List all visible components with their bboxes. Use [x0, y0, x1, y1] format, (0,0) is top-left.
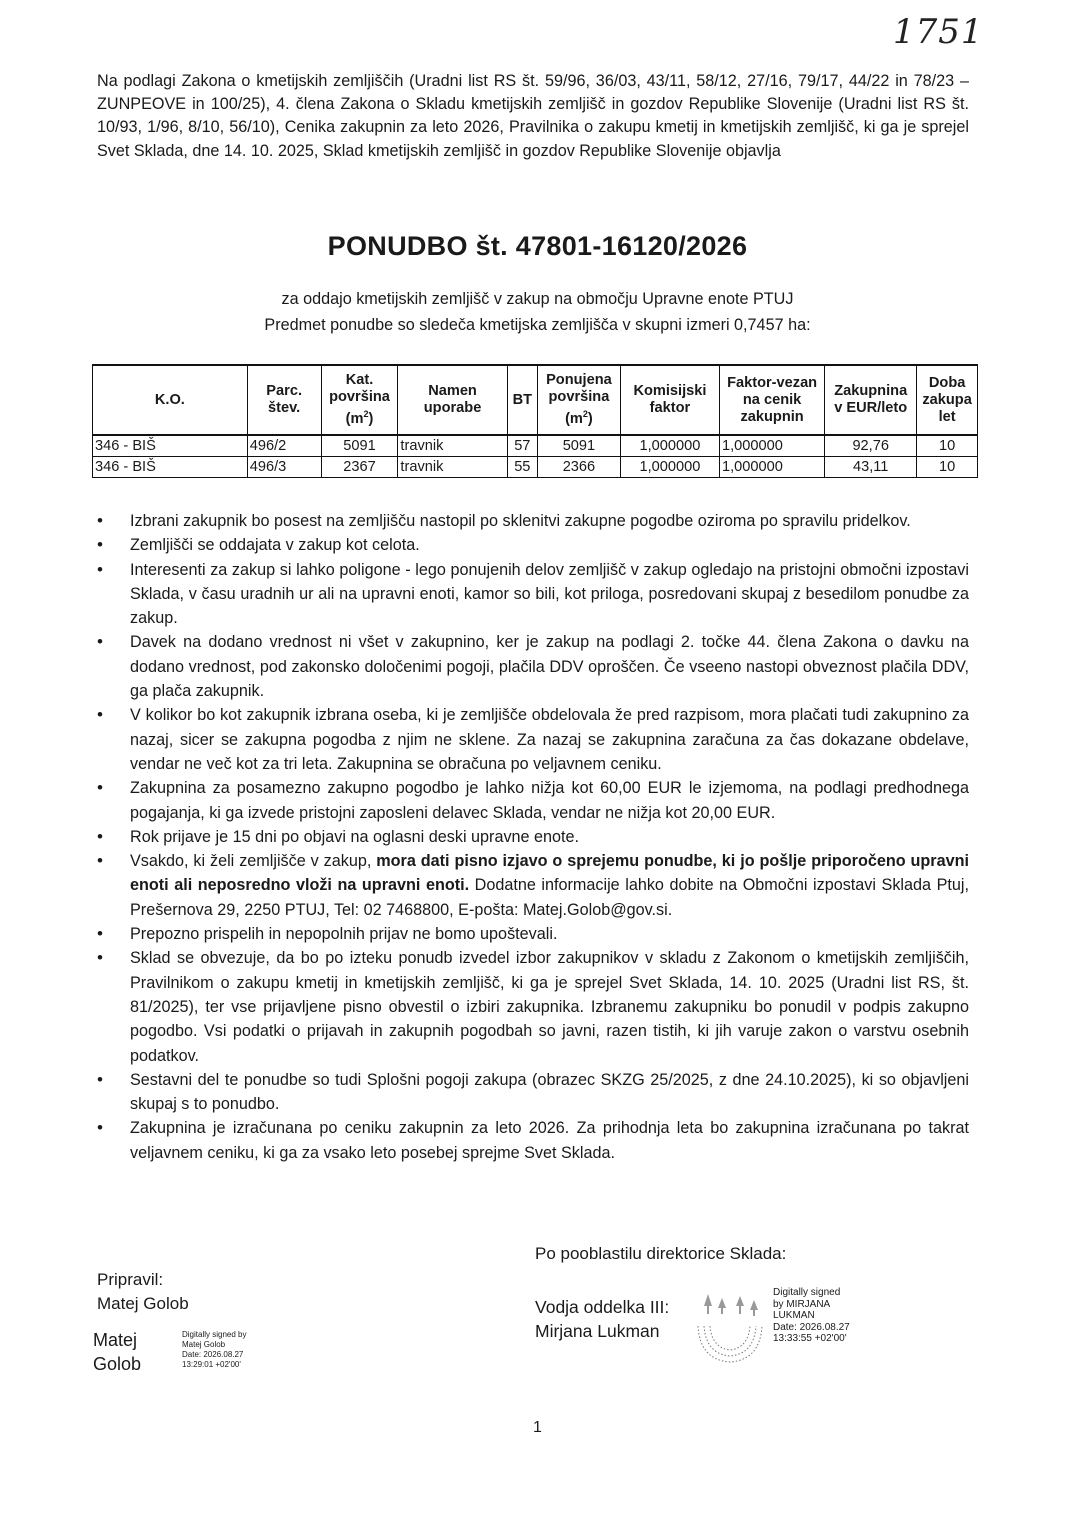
list-item: • Sklad se obvezuje, da bo po izteku ponudb izvedel izbor zakupnikov v skladu z Zakonom o kmetijskih zemljiščih, Pravilnikom o zakupu kmetij in kmetijskih zemljišč, ki ga je sprejel Svet Sklada, 14. 10. 2025 (Uradni list RS, št. 81/2025), ter vse prijavljene pisno obvestil o izbiri zakupnika. Izbranemu zakupniku bo ponudil v podpis zakupno pogodbo. Vsi podatki o prijavah in zakupnih pogodbah so javni, razen tistih, ki jih varuje zakon o varstvu osebnih podatkov.	[97, 946, 969, 1067]
conditions-list	[97, 509, 969, 1165]
cell-rent: 92,76	[825, 435, 917, 457]
digital-signature-matej: Digitally signed by Matej Golob Date: 2026.08.27 13:29:01 +02'00'	[182, 1330, 247, 1369]
header-ko: K.O.	[93, 365, 248, 435]
department-head	[535, 1295, 669, 1343]
cell-purpose: travnik	[398, 435, 507, 457]
header-commission-factor: Komisijski faktor	[620, 365, 719, 435]
cell-commission-factor: 1,000000	[620, 435, 719, 457]
cell-commission-factor: 1,000000	[620, 457, 719, 478]
cell-bt: 57	[507, 435, 537, 457]
header-rent: Zakupnina v EUR/leto	[825, 365, 917, 435]
list-item: • Davek na dodano vrednost ni všet v zakupnino, ker je zakup na podlagi 2. točke 44. člena Zakona o davku na dodano vrednost, pod zakonsko določenimi pogoji, plačila DDV oproščen. Če vseeno nastopi obveznost plačila DDV, ga plača zakupnik.	[97, 630, 969, 703]
digital-seal-icon	[688, 1286, 772, 1370]
prepared-name: Matej Golob	[97, 1294, 189, 1313]
cell-bt: 55	[507, 457, 537, 478]
cell-duration: 10	[917, 435, 978, 457]
cell-purpose: travnik	[398, 457, 507, 478]
list-item: • Interesenti za zakup si lahko poligone - lego ponujenih delov zemljišč v zakup ogledajo na pristojni območni izpostavi Sklada, v času uradnih ur ali na upravni enoti, kamor so bili, kot priloga, posredovani skupaj z besedilom ponudbe za zakup.	[97, 558, 969, 631]
list-item: • Izbrani zakupnik bo posest na zemljišču nastopil po sklenitvi zakupne pogodbe oziroma po spravilu pridelkov.	[97, 509, 969, 533]
intro-paragraph: Na podlagi Zakona o kmetijskih zemljiščih (Uradni list RS št. 59/96, 36/03, 43/11, 58/12, 27/16, 79/17, 44/22 in 78/23 – ZUNPEOVE in 100/25), 4. člena Zakona o Skladu kmetijskih zemljišč in gozdov Republike Slovenije (Uradni list RS št. 10/93, 1/96, 8/10, 56/10), Cenika zakupnin za leto 2026, Pravilnika o zakupu kmetij in kmetijskih zemljišč, ki ga je sprejel Svet Sklada, dne 14. 10. 2025, Sklad kmetijskih zemljišč in gozdov Republike Slovenije objavlja	[97, 72, 969, 160]
cell-parcel: 496/3	[247, 457, 321, 478]
page-number: 1	[533, 1419, 542, 1436]
list-item: • Zemljišči se oddajata v zakup kot celota.	[97, 533, 969, 557]
land-table	[92, 364, 978, 478]
digital-signature-mirjana: Digitally signed by MIRJANA LUKMAN Date: 2026.08.27 13:33:55 +02'00'	[773, 1287, 850, 1344]
header-duration: Doba zakupa let	[917, 365, 978, 435]
cell-cadastral-area: 5091	[321, 435, 398, 457]
header-bt: BT	[507, 365, 537, 435]
subtitle-subject: Predmet ponudbe so sledeča kmetijska zemljišča v skupni izmeri 0,7457 ha:	[264, 316, 811, 334]
document-title: PONUDBO št. 47801-16120/2026	[327, 231, 748, 261]
header-price-factor: Faktor-vezan na cenik zakupnin	[720, 365, 825, 435]
cell-price-factor: 1,000000	[720, 457, 825, 478]
table-header-row	[93, 365, 978, 435]
header-cadastral-area: Kat. površina $(m^2)$	[321, 365, 398, 435]
list-item: • Rok prijave je 15 dni po objavi na oglasni deski upravne enote.	[97, 825, 969, 849]
cell-cadastral-area: 2367	[321, 457, 398, 478]
list-item: • V kolikor bo kot zakupnik izbrana oseba, ki je zemljišče obdelovala že pred razpisom, mora plačati tudi zakupnino za nazaj, sicer se zakupna pogodba z njim ne sklene. Za nazaj se zakupnina zaračuna za čas dokazane obdelave, vendar ne več kot za tri leta. Zakupnina se obračuna po veljavnem ceniku.	[97, 703, 969, 776]
header-offered-area: Ponujena površina $(m^2)$	[537, 365, 620, 435]
prepared-label: Pripravil:	[97, 1270, 164, 1289]
cell-ko: 346 - BIŠ	[93, 435, 248, 457]
cell-offered-area: 5091	[537, 435, 620, 457]
head-role: Vodja oddelka III:	[535, 1297, 670, 1317]
cell-parcel: 496/2	[247, 435, 321, 457]
cell-offered-area: 2366	[537, 457, 620, 478]
list-item: • Zakupnina za posamezno zakupno pogodbo je lahko nižja kot 60,00 EUR le izjemoma, na podlagi predhodnega pogajanja, ki ga izvede pristojni zaposleni delavec Sklada, vendar ne nižja kot 20,00 EUR.	[97, 776, 969, 825]
list-item: • Prepozno prispelih in nepopolnih prijav ne bomo upoštevali.	[97, 922, 969, 946]
cell-price-factor: 1,000000	[720, 435, 825, 457]
signature-name-matej: Matej Golob	[93, 1330, 142, 1374]
list-item: • Zakupnina je izračunana po ceniku zakupnin za leto 2026. Za prihodnja leta bo zakupnina izračunana po takrat veljavnem ceniku, ki ga za vsako leto posebej sprejme Svet Sklada.	[97, 1116, 969, 1165]
list-item: • Sestavni del te ponudbe so tudi Splošni pogoji zakupa (obrazec SKZG 25/2025, z dne 24.10.2025), ki so objavljeni skupaj s to ponudbo.	[97, 1068, 969, 1117]
head-name: Mirjana Lukman	[535, 1321, 660, 1341]
cell-ko: 346 - BIŠ	[93, 457, 248, 478]
cell-duration: 10	[917, 457, 978, 478]
table-row	[93, 457, 978, 478]
subtitle-lease: za oddajo kmetijskih zemljišč v zakup na območju Upravne enote PTUJ	[281, 290, 794, 308]
header-purpose: Namen uporabe	[398, 365, 507, 435]
header-parcel: Parc. štev.	[247, 365, 321, 435]
list-item: • Vsakdo, ki želi zemljišče v zakup, mora dati pisno izjavo o sprejemu ponudbe, ki jo pošlje priporočeno upravni enoti ali neposredno vloži na upravni enoti. Dodatne informacije lahko dobite na Območni izpostavi Sklada Ptuj, Prešernova 29, 2250 PTUJ, Tel: 02 7468800, E-pošta: Matej.Golob@gov.si.	[97, 849, 969, 922]
handwritten-number: 1751	[893, 12, 984, 52]
cell-rent: 43,11	[825, 457, 917, 478]
prepared-by	[97, 1268, 189, 1316]
authority-line: Po pooblastilu direktorice Sklada:	[535, 1244, 787, 1263]
table-row	[93, 435, 978, 457]
